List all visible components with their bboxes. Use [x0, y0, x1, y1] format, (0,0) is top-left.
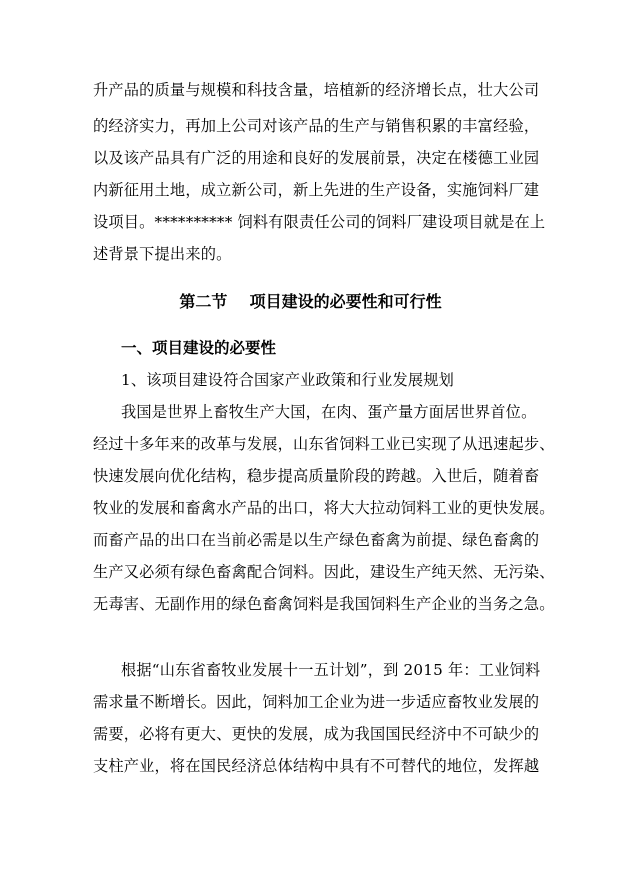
- paragraph-2-line-1: 我国是世界上畜牧生产大国，在肉、蛋产量方面居世界首位。: [121, 403, 537, 421]
- paragraph-3-line-1: 根据“山东省畜牧业发展十一五计划”，到 2015 年：工业饲料: [121, 661, 541, 679]
- paragraph-1-line-4: 内新征用土地，成立新公司，新上先进的生产设备，实施饲料厂建: [93, 181, 540, 199]
- paragraph-1-line-3: 以及该产品具有广泛的用途和良好的发展前景，决定在楼德工业园: [93, 149, 540, 167]
- paragraph-2-line-3: 快速发展向优化结构，稳步提高质量阶段的跨越。入世后，随着畜: [93, 467, 540, 485]
- paragraph-2-line-5: 而畜产品的出口在当前必需是以生产绿色畜禽为前提、绿色畜禽的: [93, 531, 540, 549]
- paragraph-1-line-6: 述背景下提出来的。: [93, 245, 232, 263]
- section-title: 第二节 项目建设的必要性和可行性: [179, 292, 442, 311]
- paragraph-3-line-3: 需要，必将有更大、更快的发展，成为我国国民经济中不可缺少的: [93, 725, 540, 743]
- paragraph-1-line-5: 设项目。********** 饲料有限责任公司的饲料厂建设项目就是在上: [93, 213, 546, 231]
- subsection-title: 一、项目建设的必要性: [121, 338, 277, 357]
- paragraph-2-line-7: 无毒害、无副作用的绿色畜禽饲料是我国饲料生产企业的当务之急。: [93, 595, 555, 613]
- item-1-title: 1、该项目建设符合国家产业政策和行业发展规划: [121, 371, 455, 389]
- paragraph-3-line-2: 需求量不断增长。因此，饲料加工企业为进一步适应畜牧业发展的: [93, 693, 540, 711]
- paragraph-1-line-2: 的经济实力，再加上公司对该产品的生产与销售积累的丰富经验，: [93, 117, 540, 135]
- paragraph-2-line-4: 牧业的发展和畜禽水产品的出口，将大大拉动饲料工业的更快发展。: [93, 499, 555, 517]
- paragraph-3-line-4: 支柱产业，将在国民经济总体结构中具有不可替代的地位，发挥越: [93, 757, 540, 775]
- paragraph-1-line-1: 升产品的质量与规模和科技含量，培植新的经济增长点，壮大公司: [93, 81, 540, 99]
- paragraph-2-line-2: 经过十多年来的改革与发展，山东省饲料工业已实现了从迅速起步、: [93, 435, 555, 453]
- paragraph-2-line-6: 生产又必须有绿色畜禽配合饲料。因此，建设生产纯天然、无污染、: [93, 563, 555, 581]
